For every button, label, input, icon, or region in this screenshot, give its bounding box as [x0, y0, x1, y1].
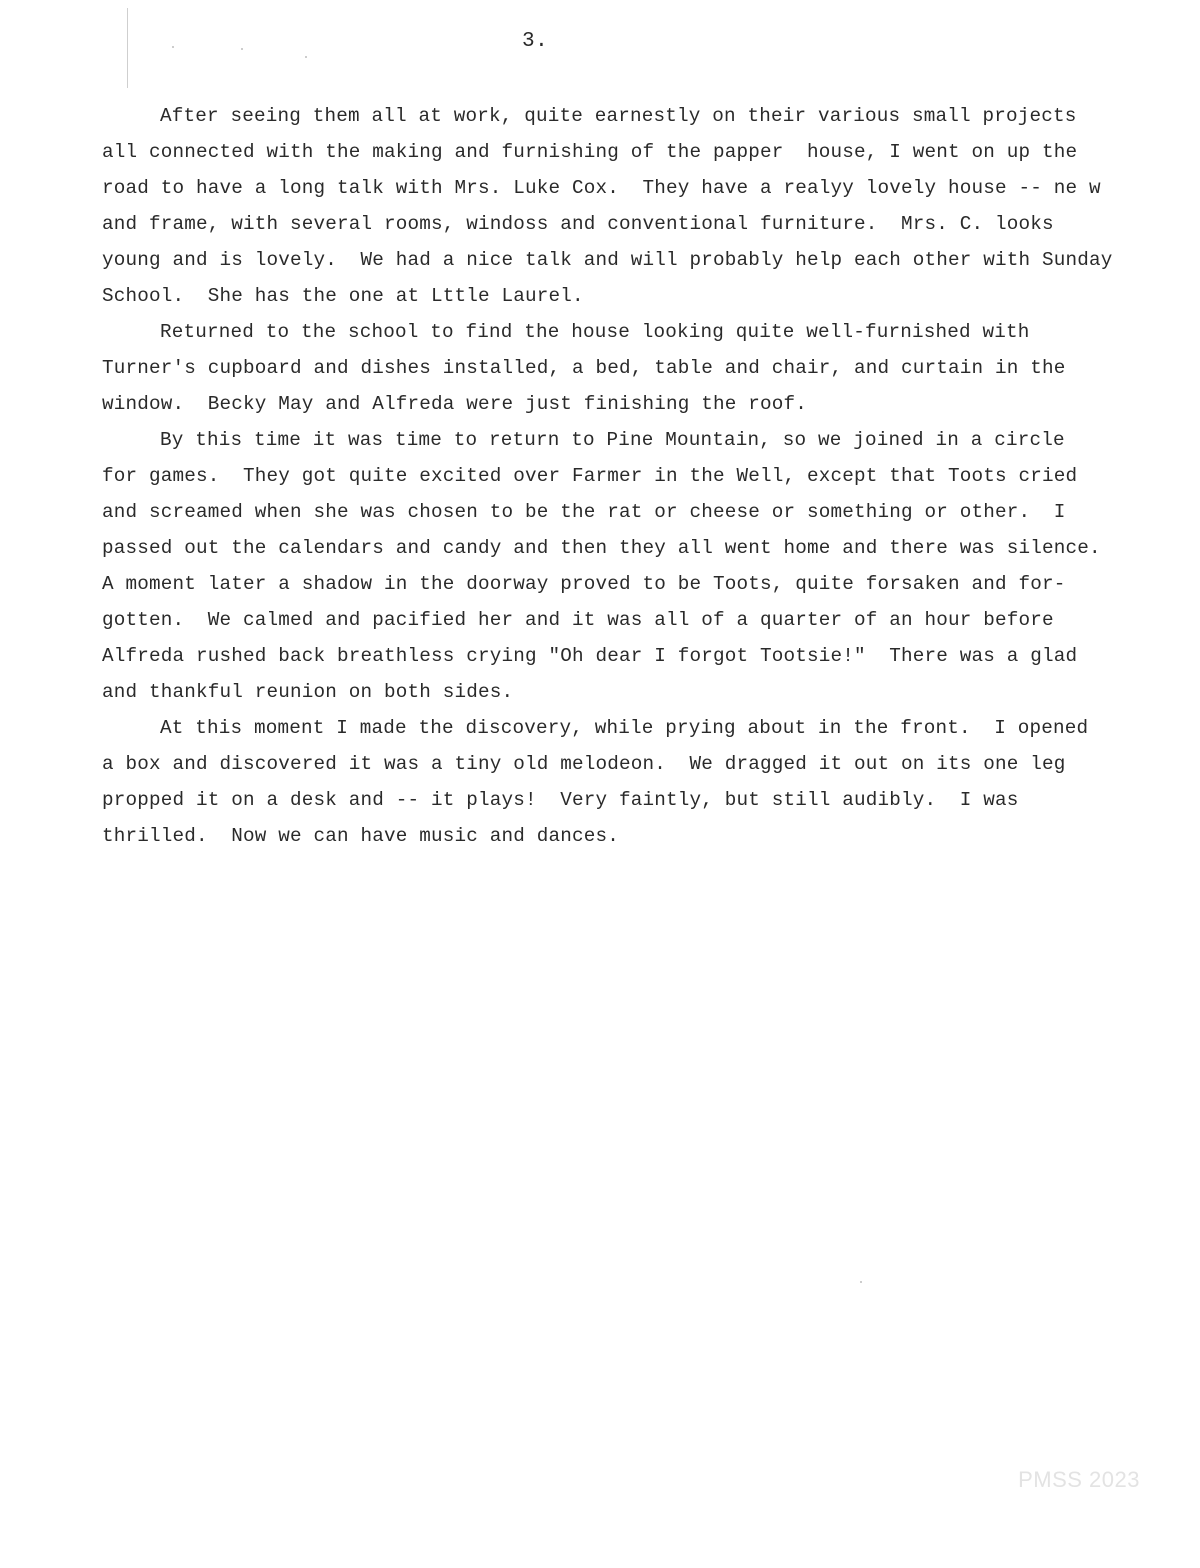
margin-mark: [127, 8, 128, 88]
text-line: By this time it was time to return to Pine Mountain, so we joined in a circle: [160, 429, 1065, 451]
text-line: and screamed when she was chosen to be the rat or cheese or something or other. I: [102, 501, 1066, 523]
text-line: and frame, with several rooms, windoss and conventional furniture. Mrs. C. looks: [102, 213, 1054, 235]
paper-speck: [860, 1281, 862, 1283]
text-line: A moment later a shadow in the doorway proved to be Toots, quite forsaken and for-: [102, 573, 1066, 595]
text-line: Turner's cupboard and dishes installed, a bed, table and chair, and curtain in the: [102, 357, 1066, 379]
archive-watermark: PMSS 2023: [1018, 1467, 1140, 1492]
text-line: gotten. We calmed and pacified her and it was all of a quarter of an hour before: [102, 609, 1054, 631]
paper-speck: [305, 56, 307, 58]
text-line: At this moment I made the discovery, while prying about in the front. I opened: [160, 717, 1089, 739]
page-number: 3.: [522, 30, 549, 53]
text-line: road to have a long talk with Mrs. Luke Cox. They have a realyy lovely house -- ne w: [102, 177, 1101, 199]
text-line: Alfreda rushed back breathless crying "Oh dear I forgot Tootsie!" There was a glad: [102, 645, 1078, 667]
text-line: for games. They got quite excited over Farmer in the Well, except that Toots cried: [102, 465, 1078, 487]
text-line: and thankful reunion on both sides.: [102, 681, 514, 703]
text-line: After seeing them all at work, quite earnestly on their various small projects: [160, 105, 1077, 127]
text-line: School. She has the one at Lttle Laurel.: [102, 285, 584, 307]
text-line: a box and discovered it was a tiny old melodeon. We dragged it out on its one leg: [102, 753, 1066, 775]
text-line: all connected with the making and furnishing of the papper house, I went on up the: [102, 141, 1078, 163]
paper-speck: [172, 46, 174, 48]
text-line: Returned to the school to find the house looking quite well-furnished with: [160, 321, 1030, 343]
text-line: thrilled. Now we can have music and dances.: [102, 825, 620, 847]
text-line: young and is lovely. We had a nice talk and will probably help each other with Sunday: [102, 249, 1113, 271]
text-line: passed out the calendars and candy and then they all went home and there was silence.: [102, 537, 1101, 559]
text-line: propped it on a desk and -- it plays! Very faintly, but still audibly. I was: [102, 789, 1019, 811]
paper-speck: [241, 48, 243, 50]
text-line: window. Becky May and Alfreda were just finishing the roof.: [102, 393, 808, 415]
